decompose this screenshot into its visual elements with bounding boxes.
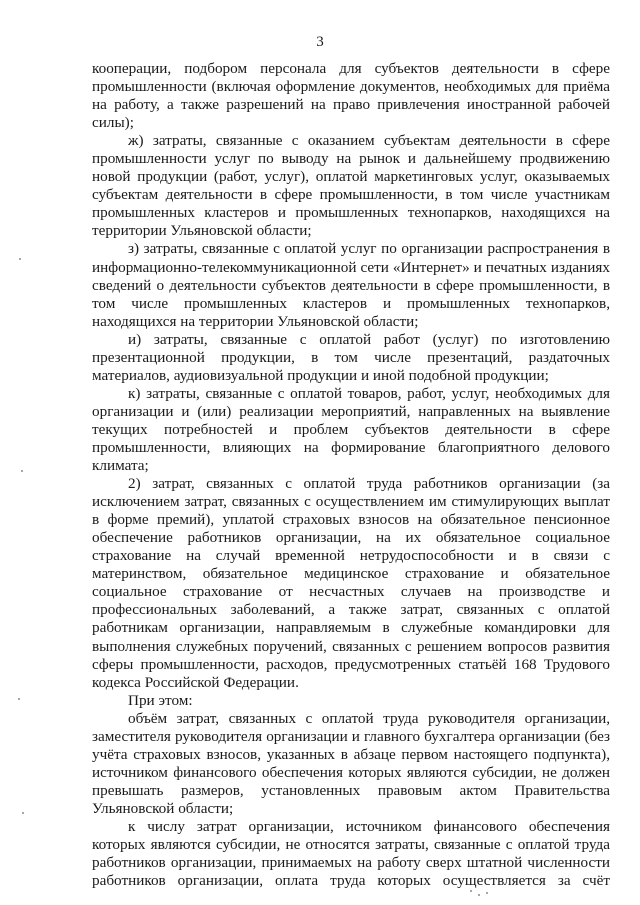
paragraph-cooperation-continuation: кооперации, подбором персонала для субъектов деятельности в сфере промышленности (включая оформление документов, необходимых для приёма на работу, а также разрешений на право привлечения иностранной рабочей силы);	[92, 60, 610, 132]
document-body	[92, 60, 610, 890]
scan-speck	[486, 892, 488, 894]
scan-speck	[21, 470, 23, 472]
scan-speck	[470, 890, 472, 892]
page-number: 3	[316, 34, 324, 50]
paragraph-item-z: з) затраты, связанные с оплатой услуг по организации распространения в информационно-телекоммуникационной сети «Интернет» и печатных изданиях сведений о деятельности субъектов деятельности в сфере промышленности, в том числе промышленных кластеров и промышленных технопарков, находящихся на территории Ульяновской области;	[92, 240, 610, 330]
paragraph-item-zh: ж) затраты, связанные с оказанием субъектам деятельности в сфере промышленности услуг по выводу на рынок и дальнейшему продвижению новой продукции (работ, услуг), оплатой маркетинговых услуг, оказываемых субъектам деятельности в сфере промышленности, в том числе участникам промышленных кластеров и промышленных технопарков, находящихся на территории Ульяновской области;	[92, 132, 610, 240]
scan-speck	[18, 698, 20, 700]
paragraph-pri-etom: При этом:	[128, 691, 193, 709]
scan-speck	[19, 258, 21, 260]
paragraph-salary-limit: объём затрат, связанных с оплатой труда руководителя организации, заместителя руководителя организации и главного бухгалтера организации (без учёта страховых взносов, указанных в абзаце первом настоящего подпункта), источником финансового обеспечения которых являются субсидии, не должен превышать размеров, установленных правовым актом Правительства Ульяновской области;	[92, 709, 610, 817]
scan-speck	[478, 894, 480, 896]
paragraph-item-k: к) затраты, связанные с оплатой товаров, работ, услуг, необходимых для организации и (или) реализации мероприятий, направленных на выявление текущих потребностей и проблем субъектов деятельности в сфере промышленности, влияющих на формирование благоприятного делового климата;	[92, 384, 610, 475]
paragraph-item-2: 2) затрат, связанных с оплатой труда работников организации (за исключением затрат, связанных с осуществлением им стимулирующих выплат в форме премий), уплатой страховых взносов на обязательное пенсионное обеспечение работников организации, на их обязательное социальное страхование на случай временной нетрудоспособности и в связи с материнством, обязательное медицинское страхование и обязательное социальное страхование от несчастных случаев на производстве и профессиональных заболеваний, а также затрат, связанных с оплатой работникам организации, направляемым в служебные командировки для выполнения служебных поручений, связанных с решением вопросов развития сферы промышленности, расходов, предусмотренных статьёй 168 Трудового кодекса Российской Федерации.	[92, 475, 610, 691]
paragraph-excluded-costs: к числу затрат организации, источником финансового обеспечения которых являются субсидии, не относятся затраты, связанные с оплатой труда работников организации, принимаемых на работу сверх штатной численности работников организации, оплата труда которых осуществляется за счёт	[92, 817, 610, 890]
paragraph-item-i: и) затраты, связанные с оплатой работ (услуг) по изготовлению презентационной продукции, в том числе презентаций, раздаточных материалов, аудиовизуальной продукции и иной подобной продукции;	[92, 330, 610, 384]
scan-speck	[22, 812, 24, 814]
